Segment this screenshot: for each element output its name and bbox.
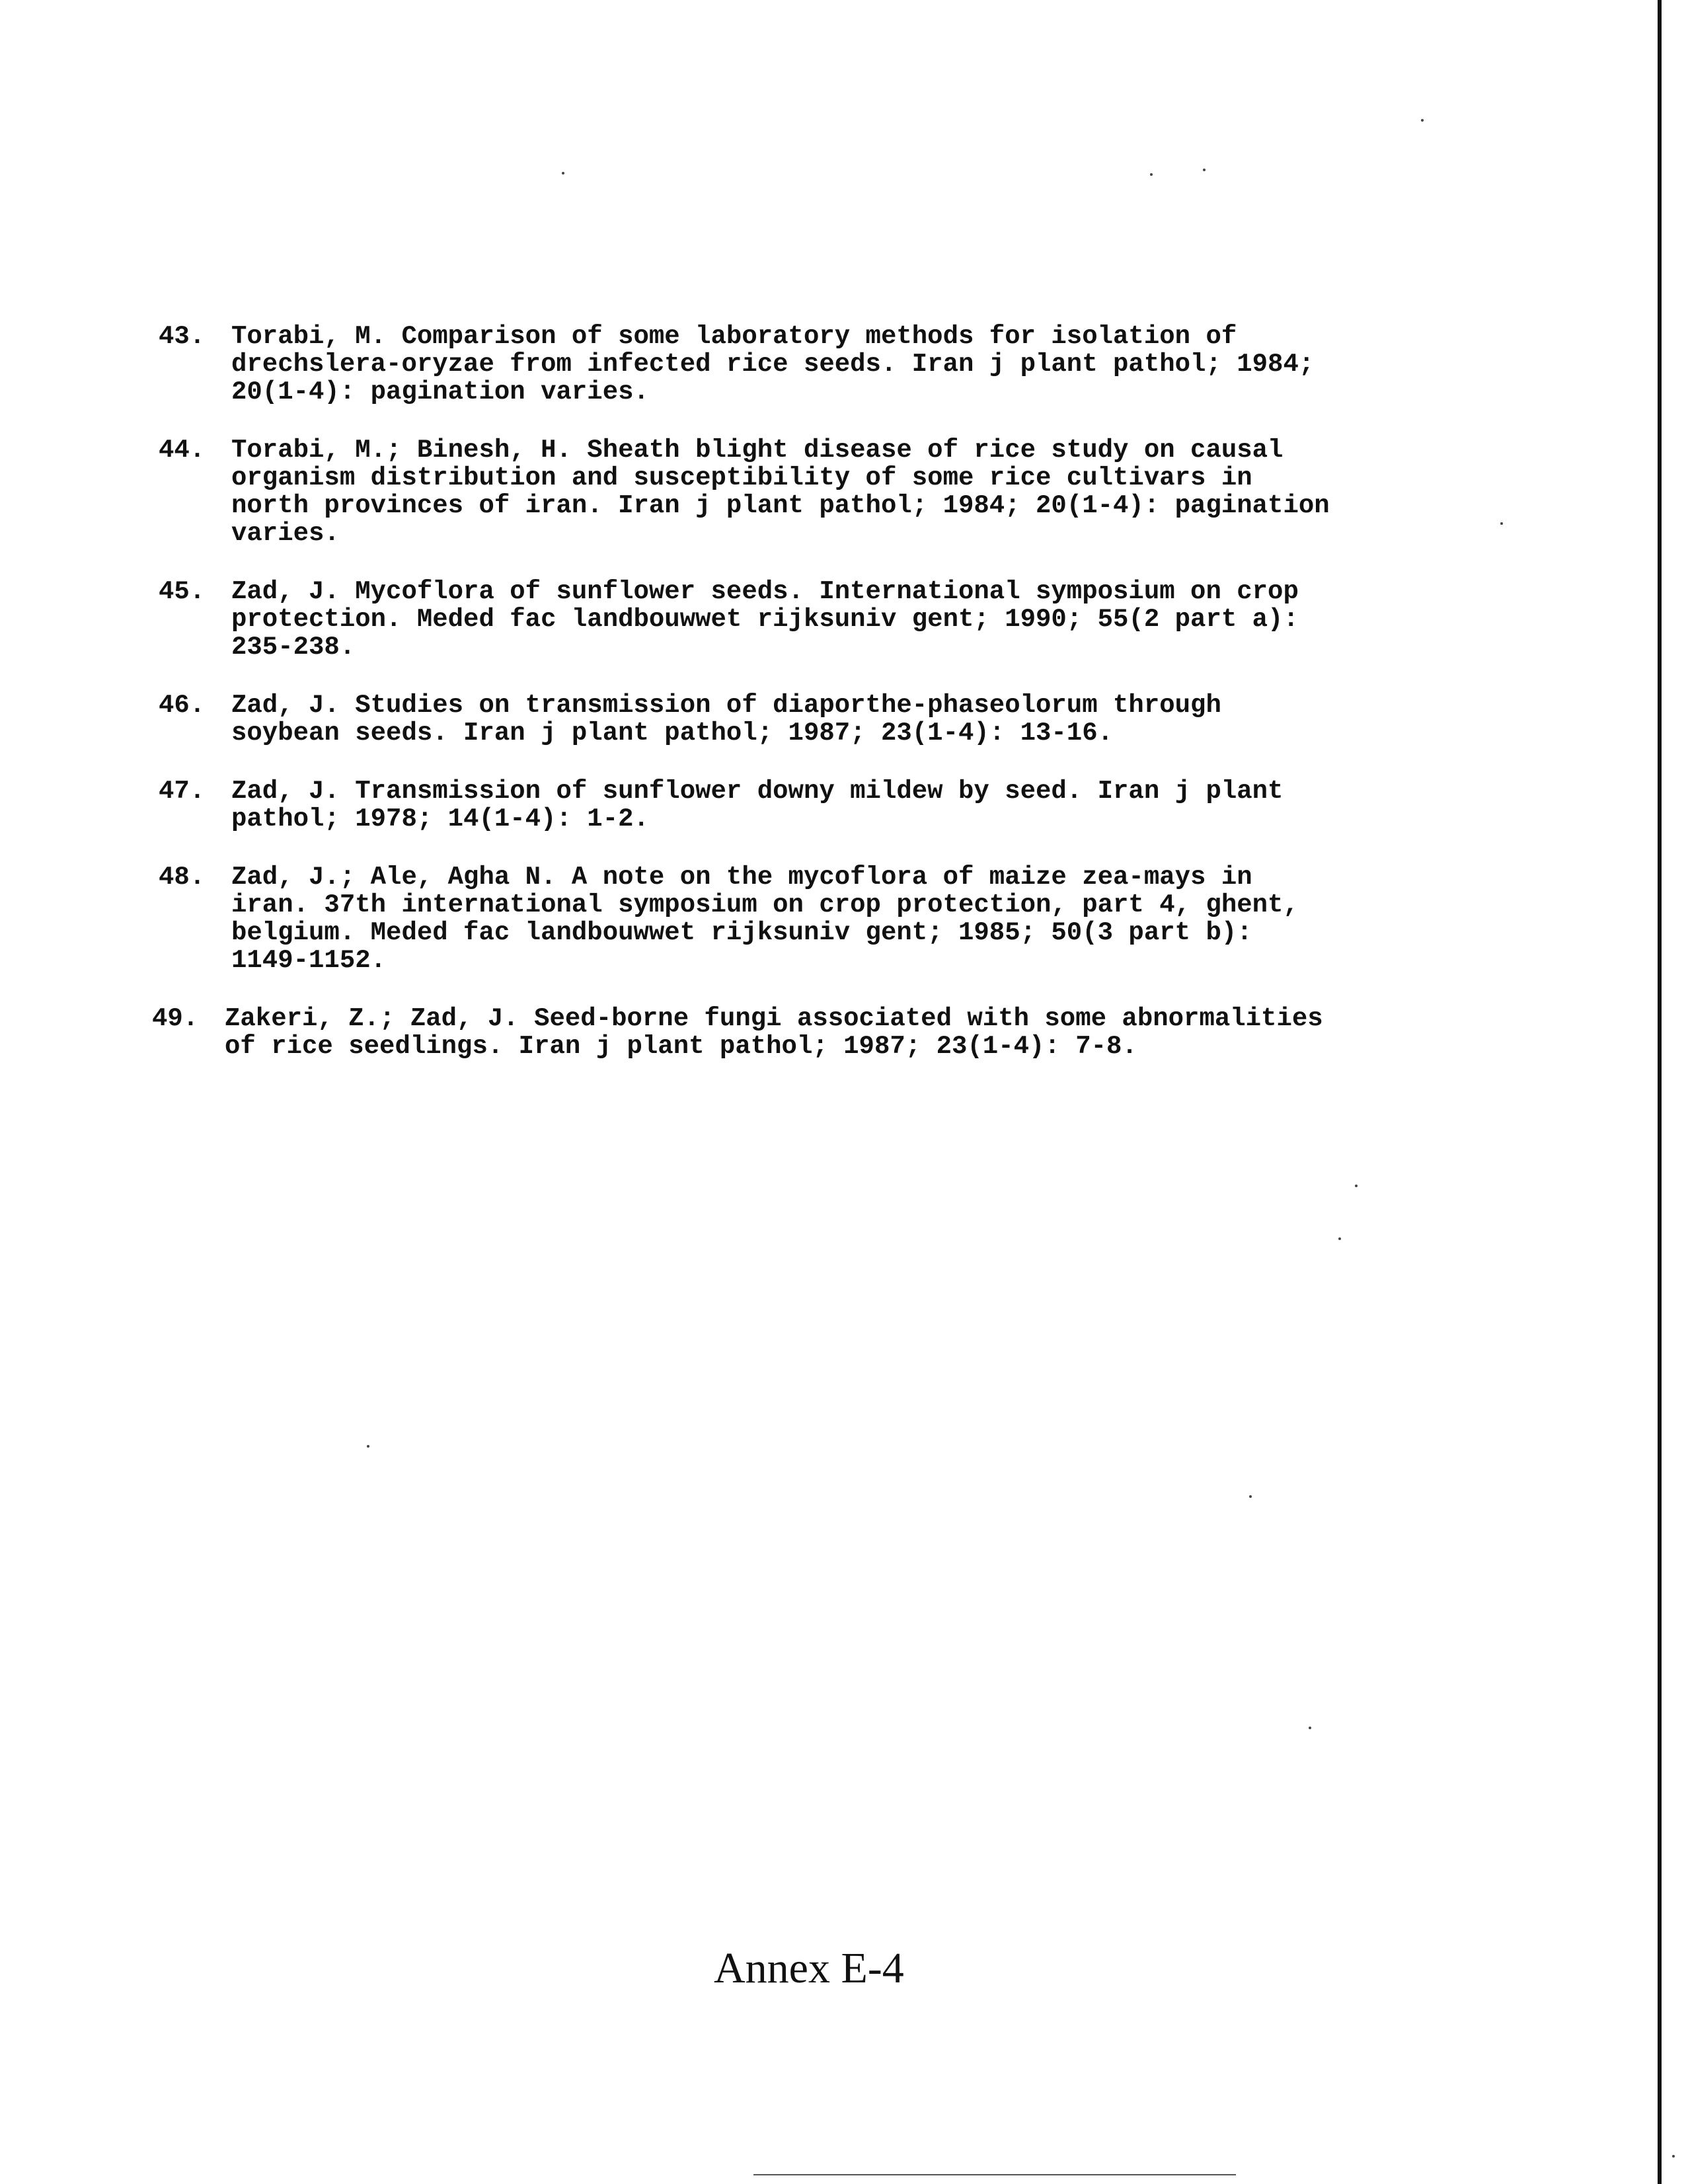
reference-item <box>159 578 1454 661</box>
reference-number: 46. <box>159 691 206 720</box>
scan-speck <box>1249 1495 1252 1498</box>
reference-item <box>159 777 1454 833</box>
reference-text: Torabi, M. Comparison of some laboratory methods for isolation of drechslera-oryzae from infected rice seeds. Iran j plant pathol; 1984; 20(1-4): pagination varies. <box>231 322 1315 407</box>
scan-speck <box>1338 1237 1341 1240</box>
reference-item <box>159 436 1454 547</box>
scan-speck <box>562 172 564 175</box>
scan-speck <box>1150 173 1153 176</box>
reference-number: 49. <box>152 1004 199 1033</box>
scan-speck <box>1421 119 1424 122</box>
page-edge-line <box>1658 0 1662 2184</box>
scan-speck <box>1500 522 1503 525</box>
reference-text: Zakeri, Z.; Zad, J. Seed-borne fungi associated with some abnormalities of rice seedlings. Iran j plant pathol; 1987; 23(1-4): 7-8. <box>225 1004 1323 1061</box>
scan-speck <box>367 1445 369 1448</box>
reference-item <box>159 863 1454 974</box>
reference-text: Zad, J.; Ale, Agha N. A note on the mycoflora of maize zea-mays in iran. 37th international symposium on crop protection, part 4, ghent, belgium. Meded fac landbouwwet rijksuniv gent; 1985; 50(3 part b): 1149-1152. <box>231 863 1299 975</box>
reference-list <box>152 322 1454 1091</box>
reference-item <box>159 691 1454 747</box>
bottom-rule <box>753 2174 1236 2175</box>
reference-text: Zad, J. Mycoflora of sunflower seeds. International symposium on crop protection. Meded fac landbouwwet rijksuniv gent; 1990; 55(2 part a): 235-238. <box>231 577 1299 662</box>
reference-text: Zad, J. Transmission of sunflower downy mildew by seed. Iran j plant pathol; 1978; 14(1-4): 1-2. <box>231 777 1284 834</box>
reference-number: 48. <box>159 863 206 892</box>
reference-number: 44. <box>159 436 206 465</box>
reference-item <box>152 1005 1454 1060</box>
reference-text: Torabi, M.; Binesh, H. Sheath blight disease of rice study on causal organism distribution and susceptibility of some rice cultivars in north provinces of iran. Iran j plant pathol; 1984; 20(1-4): pagination varies. <box>231 436 1330 548</box>
scan-speck <box>1203 169 1206 171</box>
scan-speck <box>1309 1727 1311 1729</box>
annex-page-label: Annex E-4 <box>714 1944 904 1992</box>
scan-speck <box>1355 1185 1358 1187</box>
scan-speck <box>1672 2155 1675 2158</box>
reference-number: 45. <box>159 577 206 606</box>
reference-text: Zad, J. Studies on transmission of diaporthe-phaseolorum through soybean seeds. Iran j plant pathol; 1987; 23(1-4): 13-16. <box>231 691 1221 748</box>
reference-number: 43. <box>159 322 206 351</box>
reference-item <box>159 323 1454 406</box>
reference-number: 47. <box>159 777 206 806</box>
